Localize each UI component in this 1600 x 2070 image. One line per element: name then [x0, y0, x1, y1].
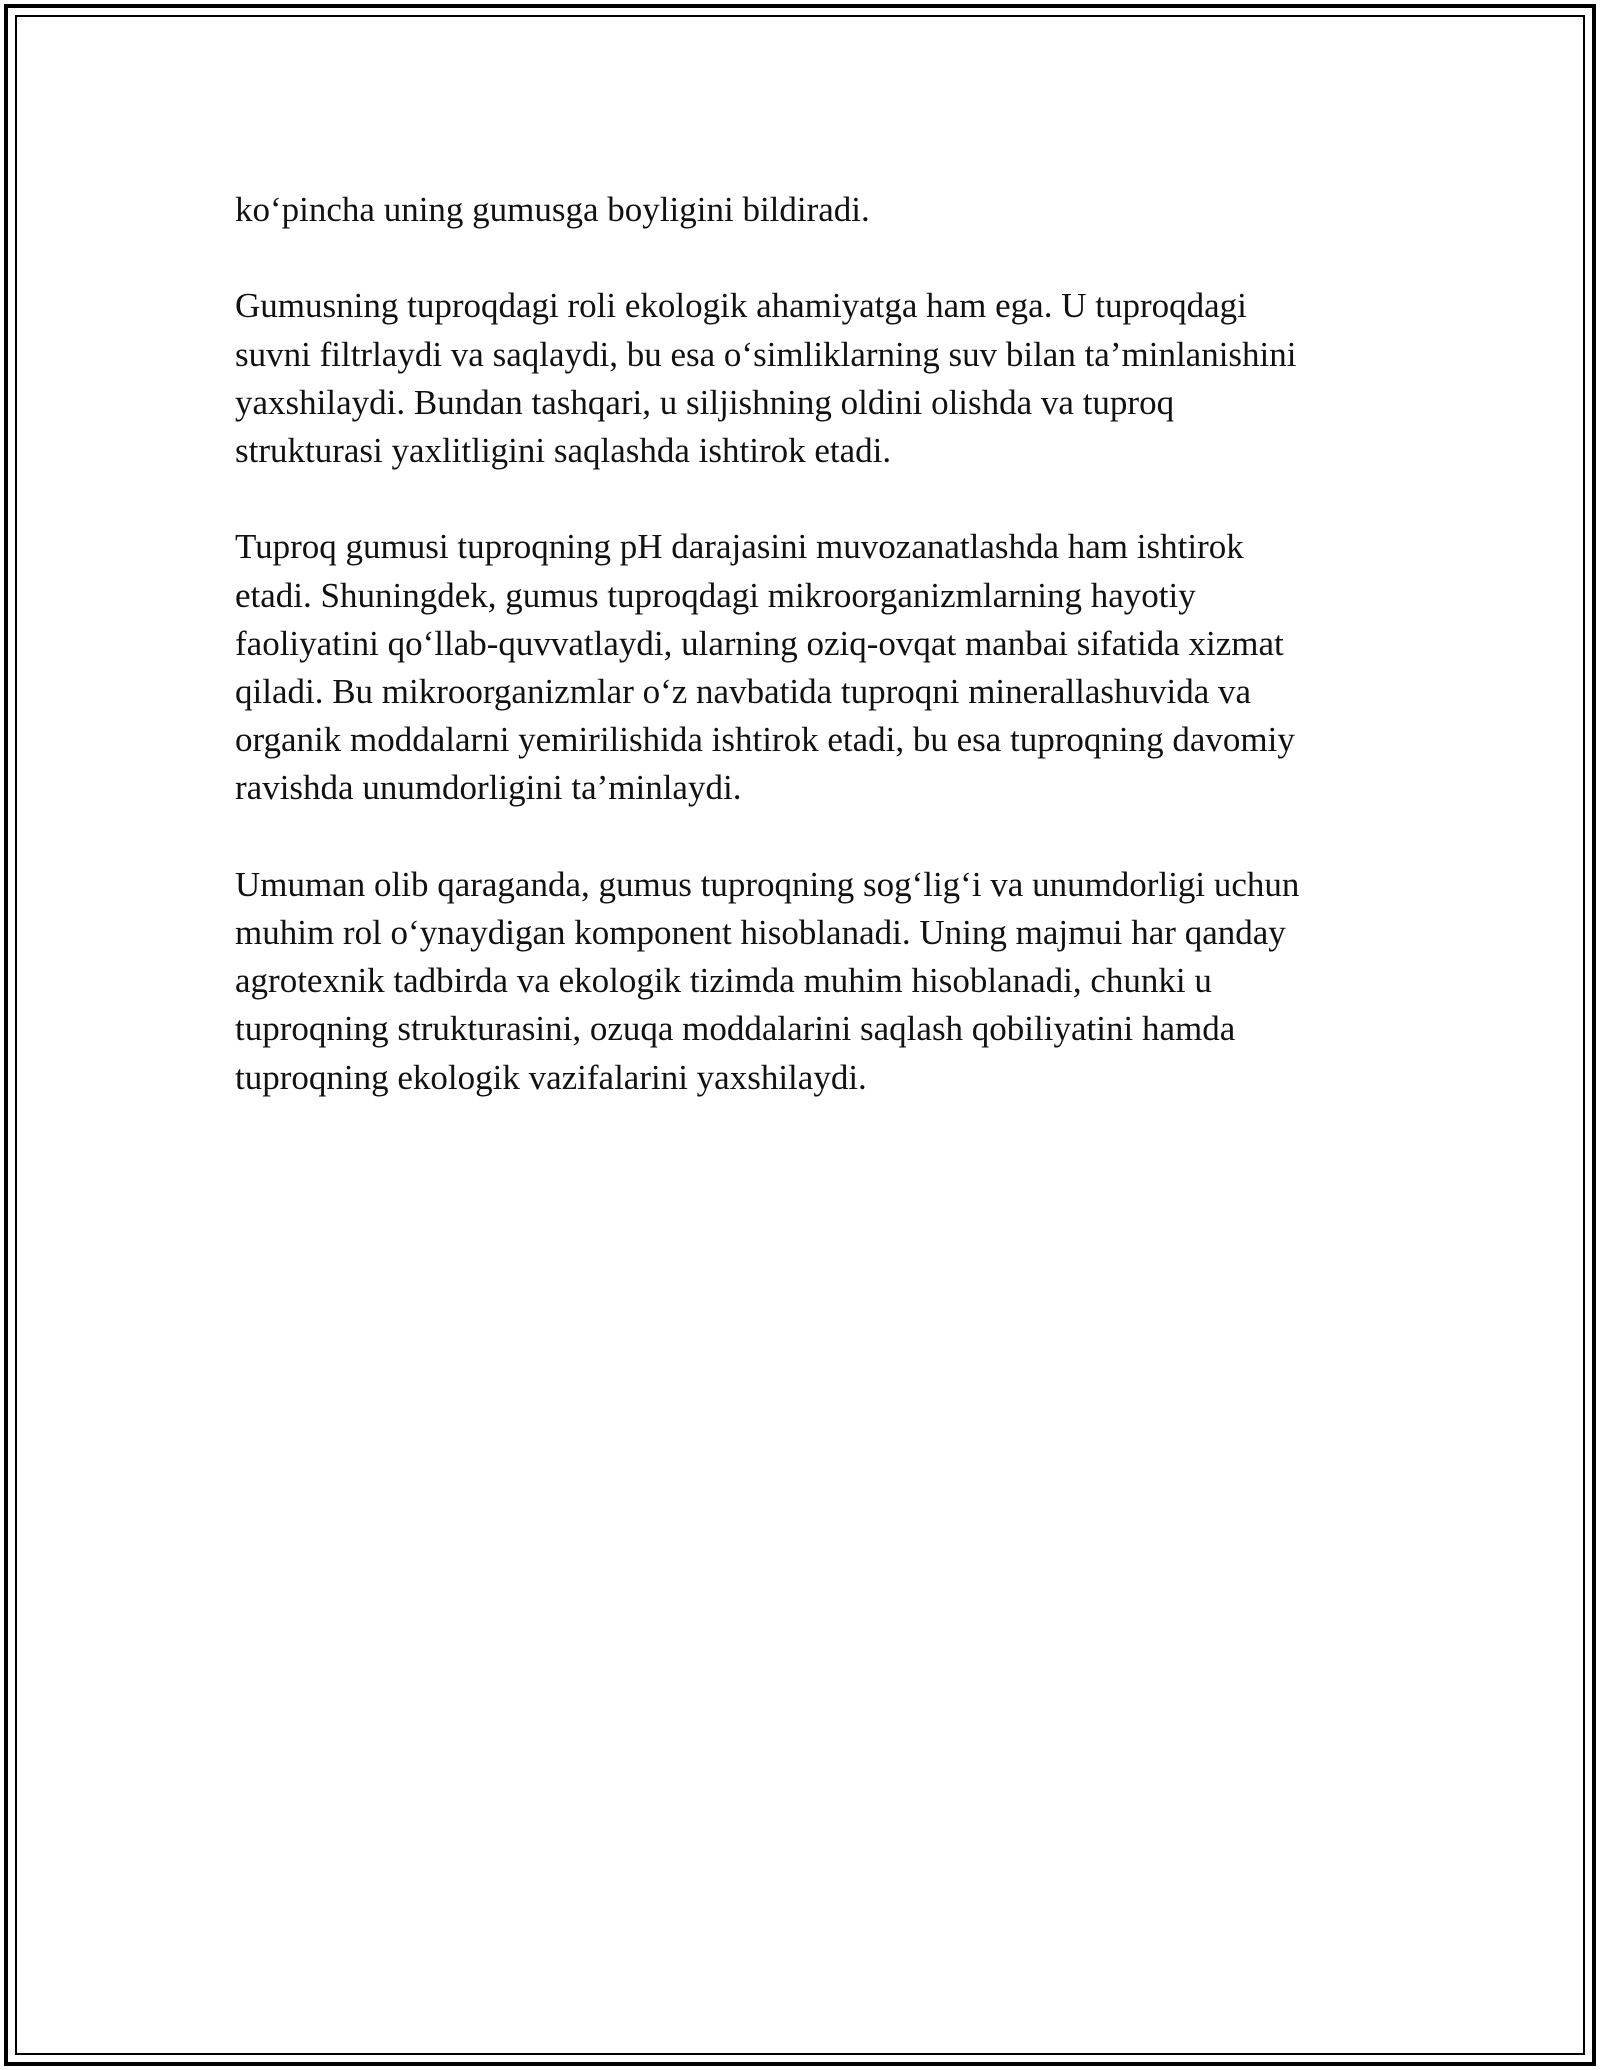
paragraph-conclusion: Umuman olib qaraganda, gumus tuproqning sog‘lig‘i va unumdorligi uchun muhim rol o‘ynaydigan komponent hisoblanadi. Uning majmui har qanday agrotexnik tadbirda va ekologik tizimda muhim hisoblanadi, chunki u tuproqning strukturasini, ozuqa moddalarini saqlash qobiliyatini hamda tuproqning ekologik vazifalarini yaxshilaydi.: [235, 864, 1300, 1097]
document-body: [235, 186, 1375, 1150]
paragraph-ph-balance: Tuproq gumusi tuproqning pH darajasini muvozanatlashda ham ishtirok etadi. Shuningdek, gumus tuproqdagi mikroorganizmlarning hayotiy faoliyatini qo‘llab-quvvatlaydi, ularning oziq-ovqat manbai sifatida xizmat qiladi. Bu mikroorganizmlar o‘z navbatida tuproqni minerallashuvida va organik moddalarni yemirilishida ishtirok etadi, bu esa tuproqning davomiy ravishda unumdorligini ta’minlaydi.: [235, 527, 1295, 808]
paragraph-continuation: ko‘pincha uning gumusga boyligini bildiradi.: [235, 190, 870, 229]
paragraph-ecological-role: Gumusning tuproqdagi roli ekologik ahamiyatga ham ega. U tuproqdagi suvni filtrlaydi va saqlaydi, bu esa o‘simliklarning suv bilan ta’minlanishini yaxshilaydi. Bundan tashqari, u siljishning oldini olishda va tuproq strukturasi yaxlitligini saqlashda ishtirok etadi.: [235, 286, 1297, 470]
